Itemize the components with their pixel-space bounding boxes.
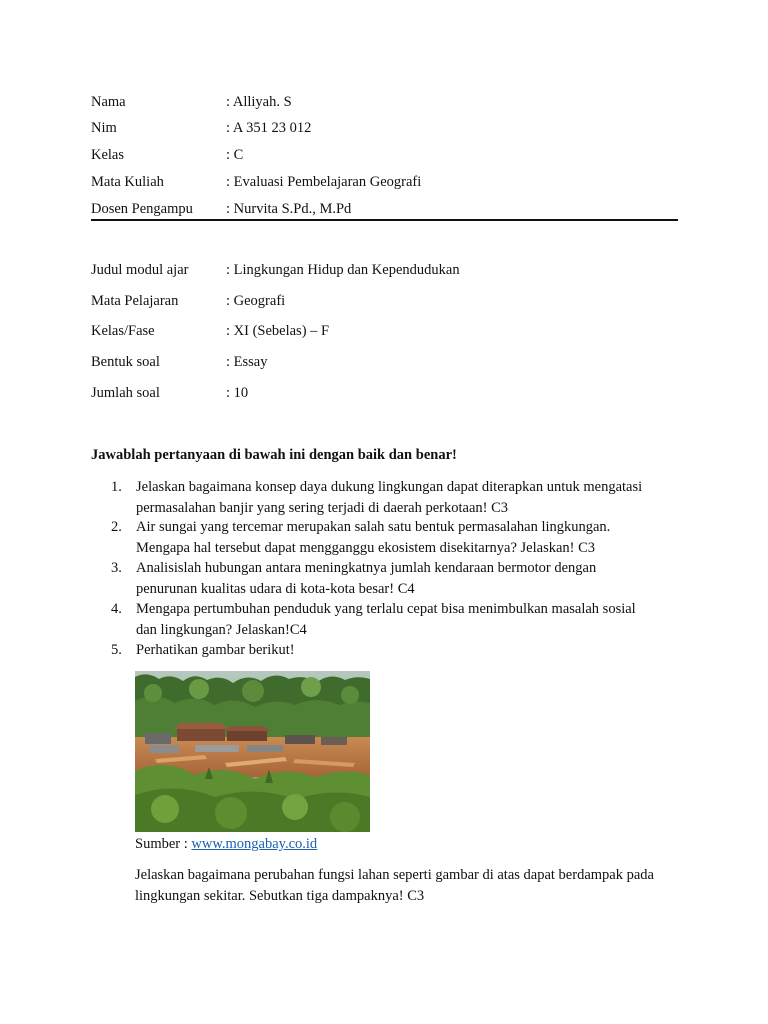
field-label: Nim [91, 120, 117, 136]
header-row-nim [91, 118, 678, 138]
question-number: 2. [111, 519, 122, 535]
question-number: 3. [111, 560, 122, 576]
source-prefix: Sumber : [135, 836, 192, 852]
question-text [136, 477, 681, 518]
field-label: Judul modul ajar [91, 262, 189, 278]
header-row-dosen [91, 199, 678, 219]
question-line: Perhatikan gambar berikut! [136, 642, 295, 658]
field-value: : Evaluasi Pembelajaran Geografi [226, 174, 422, 190]
question-text [136, 599, 681, 640]
field-label: Mata Pelajaran [91, 293, 179, 309]
question-line: Mengapa pertumbuhan penduduk yang terlalu cepat bisa menimbulkan masalah sosial [136, 601, 636, 617]
question-number: 5. [111, 642, 122, 658]
field-label: Kelas/Fase [91, 323, 155, 339]
header-divider [91, 219, 678, 221]
field-label: Bentuk soal [91, 354, 160, 370]
field-label: Dosen Pengampu [91, 201, 193, 217]
image-source-caption [135, 834, 317, 854]
question-line: Air sungai yang tercemar merupakan salah satu bentuk permasalahan lingkungan. [136, 519, 611, 535]
field-label: Kelas [91, 147, 125, 163]
question-number: 1. [111, 479, 122, 495]
module-row-jumlah-soal [91, 383, 678, 403]
module-row-judul [91, 260, 678, 280]
module-row-mata-pelajaran [91, 291, 678, 311]
module-row-bentuk-soal [91, 352, 678, 372]
field-value: : A 351 23 012 [226, 120, 312, 136]
question-text [136, 640, 681, 661]
field-label: Jumlah soal [91, 385, 160, 401]
question-line: Mengapa hal tersebut dapat mengganggu ekosistem disekitarnya? Jelaskan! C3 [136, 539, 596, 556]
land-use-photo [135, 671, 370, 832]
header-row-mata-kuliah [91, 172, 678, 192]
field-label: Nama [91, 94, 126, 110]
question-line: dan lingkungan? Jelaskan!C4 [136, 621, 307, 638]
header-row-kelas [91, 145, 678, 165]
field-value: : 10 [226, 385, 249, 401]
followup-line: Jelaskan bagaimana perubahan fungsi lahan seperti gambar di atas dapat berdampak pada [135, 867, 654, 883]
question-number: 4. [111, 601, 122, 617]
question-line: Analisislah hubungan antara meningkatnya jumlah kendaraan bermotor dengan [136, 560, 597, 576]
question-line: permasalahan banjir yang sering terjadi di daerah perkotaan! C3 [136, 499, 509, 516]
question-text [136, 558, 681, 599]
instruction-heading: Jawablah pertanyaan di bawah ini dengan baik dan benar! [91, 447, 457, 463]
question-line: penurunan kualitas udara di kota-kota besar! C4 [136, 580, 415, 597]
question-text [136, 517, 681, 558]
followup-question [135, 865, 680, 907]
field-value: : Essay [226, 354, 268, 370]
field-value: : XI (Sebelas) – F [226, 323, 330, 339]
followup-line: lingkungan sekitar. Sebutkan tiga dampaknya! C3 [135, 888, 425, 904]
field-value: : Lingkungan Hidup dan Kependudukan [226, 262, 460, 278]
field-value: : C [226, 147, 244, 163]
module-row-kelas-fase [91, 321, 678, 341]
field-value: : Alliyah. S [226, 94, 292, 110]
question-line: Jelaskan bagaimana konsep daya dukung lingkungan dapat diterapkan untuk mengatasi [136, 479, 643, 495]
field-label: Mata Kuliah [91, 174, 164, 190]
field-value: : Nurvita S.Pd., M.Pd [226, 201, 352, 217]
field-value: : Geografi [226, 293, 286, 309]
source-link[interactable]: www.mongabay.co.id [191, 836, 318, 852]
header-row-nama [91, 92, 678, 112]
